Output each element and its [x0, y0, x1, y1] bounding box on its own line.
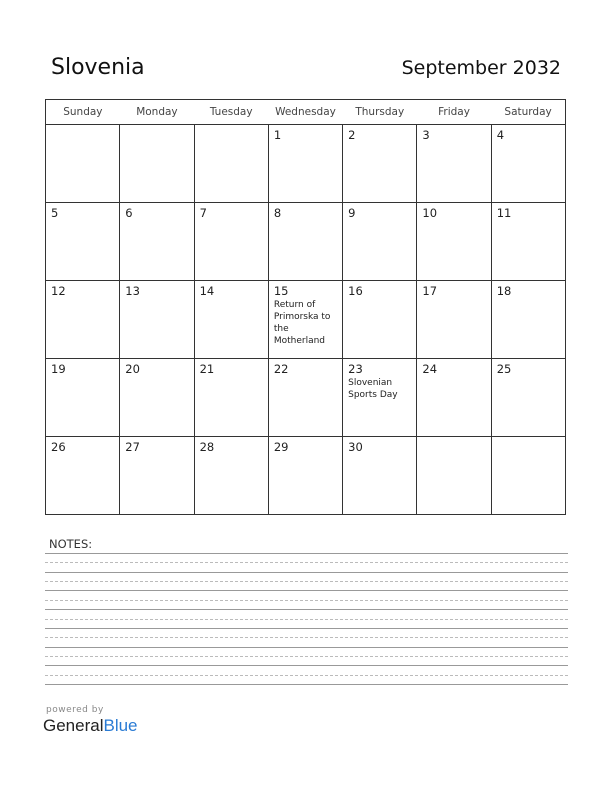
note-line	[45, 590, 568, 591]
empty-day-cell[interactable]	[491, 437, 565, 515]
day-cell-18[interactable]	[491, 281, 565, 359]
day-cell-21[interactable]	[194, 359, 268, 437]
day-number: 13	[125, 284, 140, 298]
day-number: 17	[422, 284, 438, 298]
day-number: 9	[348, 206, 356, 220]
weekday-thursday: Thursday	[343, 100, 417, 125]
holiday-label: Slovenian Sports Day	[348, 378, 398, 400]
note-line	[45, 628, 568, 629]
day-cell-16[interactable]	[343, 281, 417, 359]
day-cell-7[interactable]	[194, 203, 268, 281]
day-cell-28[interactable]	[194, 437, 268, 515]
note-line	[45, 600, 568, 601]
calendar-grid	[45, 99, 566, 515]
day-number: 7	[199, 206, 207, 220]
holiday-label: Return of Primorska to the Motherland	[273, 300, 331, 346]
day-number: 14	[199, 284, 215, 298]
weekday-friday: Friday	[417, 100, 491, 125]
day-number: 2	[348, 128, 356, 142]
day-number: 29	[273, 440, 289, 454]
day-cell-20[interactable]	[120, 359, 194, 437]
day-number: 12	[51, 284, 66, 298]
day-cell-17[interactable]	[417, 281, 491, 359]
day-cell-24[interactable]	[417, 359, 491, 437]
brand-blue: Blue	[103, 716, 138, 735]
weekday-saturday: Saturday	[491, 100, 565, 125]
day-cell-4[interactable]	[491, 125, 565, 203]
week-row	[46, 203, 566, 281]
day-number: 26	[51, 440, 66, 454]
note-line	[45, 647, 568, 648]
note-line	[45, 609, 568, 610]
weekday-monday: Monday	[120, 100, 194, 125]
day-cell-5[interactable]	[46, 203, 120, 281]
note-line	[45, 675, 568, 676]
week-row	[46, 125, 566, 203]
brand-general: General	[43, 716, 104, 735]
day-cell-25[interactable]	[491, 359, 565, 437]
day-number: 23	[348, 362, 363, 376]
day-number: 18	[496, 284, 512, 298]
note-line	[45, 562, 568, 563]
day-number: 28	[199, 440, 215, 454]
day-cell-27[interactable]	[120, 437, 194, 515]
day-number: 4	[496, 128, 505, 142]
day-cell-15[interactable]	[268, 281, 342, 359]
day-cell-26[interactable]	[46, 437, 120, 515]
note-line	[45, 553, 568, 554]
day-number: 11	[496, 206, 512, 220]
generalblue-logo[interactable]	[43, 716, 138, 736]
note-line	[45, 619, 568, 620]
day-number: 16	[348, 284, 363, 298]
weekday-header-row	[46, 100, 566, 125]
empty-day-cell[interactable]	[194, 125, 268, 203]
day-cell-2[interactable]	[343, 125, 417, 203]
day-number: 8	[273, 206, 282, 220]
day-cell-19[interactable]	[46, 359, 120, 437]
day-cell-13[interactable]	[120, 281, 194, 359]
day-cell-11[interactable]	[491, 203, 565, 281]
empty-day-cell[interactable]	[417, 437, 491, 515]
note-line	[45, 656, 568, 657]
week-row	[46, 359, 566, 437]
note-line	[45, 572, 568, 573]
week-row	[46, 281, 566, 359]
day-number: 22	[273, 362, 289, 376]
day-number: 24	[422, 362, 438, 376]
day-number: 27	[125, 440, 140, 454]
day-cell-23[interactable]	[343, 359, 417, 437]
empty-day-cell[interactable]	[120, 125, 194, 203]
calendar-body	[46, 125, 566, 515]
day-number: 20	[125, 362, 140, 376]
empty-day-cell[interactable]	[46, 125, 120, 203]
weekday-tuesday: Tuesday	[194, 100, 268, 125]
day-cell-29[interactable]	[268, 437, 342, 515]
note-line	[45, 637, 568, 638]
day-number: 21	[199, 362, 215, 376]
day-cell-9[interactable]	[343, 203, 417, 281]
day-cell-22[interactable]	[268, 359, 342, 437]
day-number: 19	[51, 362, 66, 376]
day-number: 1	[273, 128, 282, 142]
day-cell-6[interactable]	[120, 203, 194, 281]
note-line	[45, 684, 568, 685]
day-cell-3[interactable]	[417, 125, 491, 203]
country-title: Slovenia	[51, 55, 145, 80]
notes-label: NOTES:	[49, 537, 93, 551]
note-line	[45, 665, 568, 666]
day-number: 3	[422, 128, 430, 142]
day-number: 10	[422, 206, 438, 220]
week-row	[46, 437, 566, 515]
day-number: 30	[348, 440, 363, 454]
day-cell-14[interactable]	[194, 281, 268, 359]
day-number: 6	[125, 206, 133, 220]
powered-by-text: powered by	[46, 705, 104, 715]
weekday-wednesday: Wednesday	[268, 100, 342, 125]
day-cell-10[interactable]	[417, 203, 491, 281]
note-line	[45, 581, 568, 582]
day-cell-12[interactable]	[46, 281, 120, 359]
day-cell-30[interactable]	[343, 437, 417, 515]
month-year-title: September 2032	[401, 57, 561, 79]
day-cell-1[interactable]	[268, 125, 342, 203]
day-cell-8[interactable]	[268, 203, 342, 281]
day-number: 25	[496, 362, 512, 376]
weekday-sunday: Sunday	[46, 100, 120, 125]
day-number: 15	[273, 284, 289, 298]
day-number: 5	[51, 206, 59, 220]
